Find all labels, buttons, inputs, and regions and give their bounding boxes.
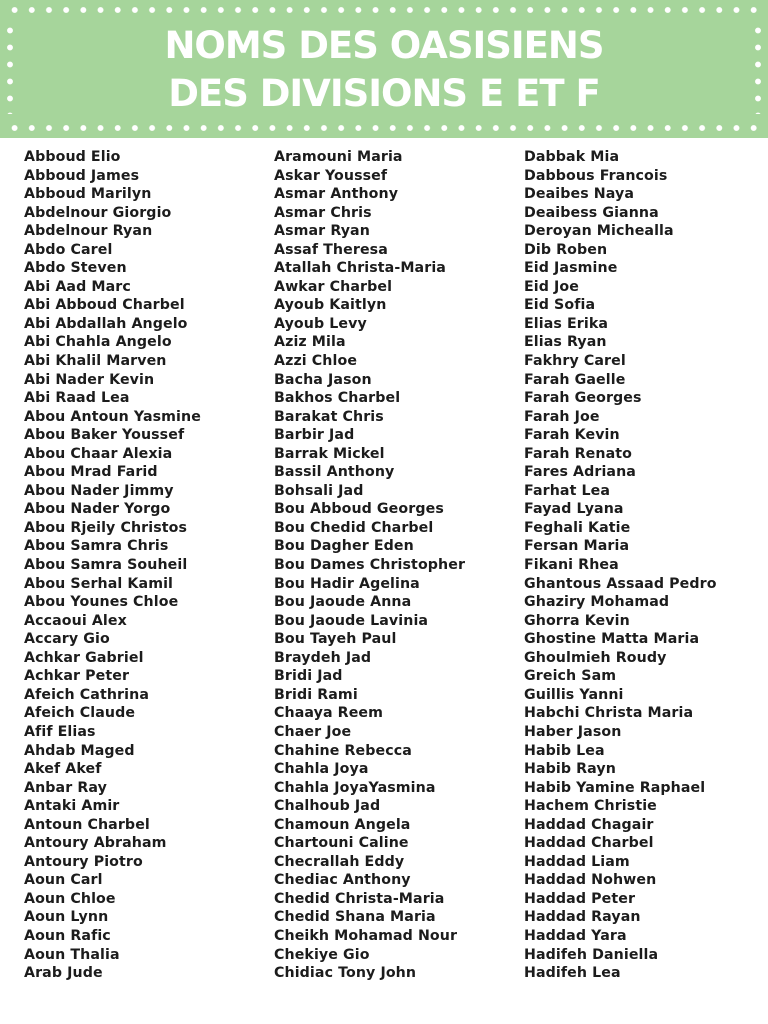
name-item: Afif Elias: [24, 723, 96, 740]
name-item: Asmar Chris: [274, 204, 372, 221]
name-item: Arab Jude: [24, 965, 103, 982]
name-item: Abi Aad Marc: [24, 278, 131, 295]
names-column-2: [274, 148, 465, 983]
name-item: Barakat Chris: [274, 408, 384, 425]
name-item: Abou Younes Chloe: [24, 594, 179, 611]
name-item: Bou Dagher Eden: [274, 538, 414, 555]
name-item: Ghorra Kevin: [524, 612, 630, 629]
name-item: Hachem Christie: [524, 798, 657, 815]
name-item: Antoury Piotro: [24, 853, 143, 870]
name-item: Dib Roben: [524, 241, 608, 258]
name-item: Chahla JoyaYasmina: [274, 779, 436, 796]
name-item: Fares Adriana: [524, 464, 636, 481]
name-item: Deaibes Naya: [524, 186, 635, 203]
name-item: Chahla Joya: [274, 761, 369, 778]
dotted-border-bottom: [6, 125, 762, 131]
name-item: Chedid Christa-Maria: [274, 890, 445, 907]
name-item: Ahdab Maged: [24, 742, 135, 759]
title-line-1: NOMS DES OASISIENS: [164, 24, 604, 67]
name-item: Habchi Christa Maria: [524, 705, 694, 722]
name-item: Abi Abdallah Angelo: [24, 315, 188, 332]
name-item: Akef Akef: [24, 761, 102, 778]
name-item: Abi Raad Lea: [24, 390, 130, 407]
name-item: Bakhos Charbel: [274, 390, 401, 407]
name-item: Eid Joe: [524, 278, 579, 295]
name-item: Awkar Charbel: [274, 278, 393, 295]
name-item: Abboud Marilyn: [24, 186, 152, 203]
name-item: Chahine Rebecca: [274, 742, 412, 759]
name-item: Haddad Charbel: [524, 835, 654, 852]
name-item: Afeich Claude: [24, 705, 136, 722]
name-item: Eid Sofia: [524, 297, 596, 314]
name-item: Abdelnour Giorgio: [24, 204, 172, 221]
name-item: Abou Serhal Kamil: [24, 575, 174, 592]
name-item: Haddad Peter: [524, 890, 636, 907]
name-item: Hadifeh Lea: [524, 965, 621, 982]
name-item: Chaer Joe: [274, 723, 352, 740]
name-item: Chalhoub Jad: [274, 798, 381, 815]
name-item: Aoun Chloe: [24, 890, 116, 907]
name-item: Habib Lea: [524, 742, 605, 759]
name-item: Chartouni Caline: [274, 835, 409, 852]
name-item: Abou Rjeily Christos: [24, 519, 188, 536]
page-title: [0, 22, 768, 118]
name-item: Barrak Mickel: [274, 445, 385, 462]
name-item: Atallah Christa-Maria: [274, 260, 446, 277]
name-item: Chamoun Angela: [274, 816, 411, 833]
name-item: Asmar Ryan: [274, 223, 370, 240]
name-item: Chedid Shana Maria: [274, 909, 436, 926]
name-item: Elias Ryan: [524, 334, 607, 351]
name-item: Abou Mrad Farid: [24, 464, 158, 481]
name-item: Haddad Rayan: [524, 909, 641, 926]
name-item: Bou Hadir Agelina: [274, 575, 420, 592]
name-item: Abdo Steven: [24, 260, 127, 277]
name-item: Abou Samra Chris: [24, 538, 169, 555]
name-item: Abdelnour Ryan: [24, 223, 153, 240]
name-item: Bacha Jason: [274, 371, 372, 388]
name-item: Fakhry Carel: [524, 353, 626, 370]
header-banner: [0, 0, 768, 138]
name-item: Farah Renato: [524, 445, 632, 462]
name-item: Checrallah Eddy: [274, 853, 405, 870]
title-line-2: DES DIVISIONS E ET F: [168, 72, 600, 115]
name-item: Deaibess Gianna: [524, 204, 659, 221]
name-item: Farah Georges: [524, 390, 642, 407]
name-item: Cheikh Mohamad Nour: [274, 927, 458, 944]
name-item: Achkar Gabriel: [24, 649, 144, 666]
name-item: Ghantous Assaad Pedro: [524, 575, 717, 592]
name-item: Ghostine Matta Maria: [524, 631, 700, 648]
name-item: Fayad Lyana: [524, 501, 624, 518]
name-item: Bridi Rami: [274, 686, 358, 703]
name-item: Abou Baker Youssef: [24, 427, 185, 444]
name-item: Chediac Anthony: [274, 872, 411, 889]
name-item: Farah Kevin: [524, 427, 620, 444]
name-item: Barbir Jad: [274, 427, 355, 444]
name-item: Haddad Nohwen: [524, 872, 657, 889]
name-item: Antoun Charbel: [24, 816, 150, 833]
name-item: Chaaya Reem: [274, 705, 384, 722]
name-item: Abou Nader Jimmy: [24, 482, 174, 499]
name-item: Fikani Rhea: [524, 557, 619, 574]
name-item: Farhat Lea: [524, 482, 611, 499]
name-item: Braydeh Jad: [274, 649, 372, 666]
name-item: Askar Youssef: [274, 167, 388, 184]
name-item: Ghoulmieh Roudy: [524, 649, 667, 666]
name-item: Greich Sam: [524, 668, 617, 685]
name-item: Bou Chedid Charbel: [274, 519, 434, 536]
name-item: Antaki Amir: [24, 798, 120, 815]
name-item: Azzi Chloe: [274, 353, 358, 370]
name-item: Abou Antoun Yasmine: [24, 408, 201, 425]
name-item: Fersan Maria: [524, 538, 630, 555]
name-item: Abboud James: [24, 167, 140, 184]
name-item: Eid Jasmine: [524, 260, 618, 277]
name-item: Bohsali Jad: [274, 482, 364, 499]
name-item: Abi Chahla Angelo: [24, 334, 172, 351]
name-item: Hadifeh Daniella: [524, 946, 659, 963]
name-item: Asmar Anthony: [274, 186, 399, 203]
name-item: Guillis Yanni: [524, 686, 624, 703]
name-item: Bou Jaoude Lavinia: [274, 612, 429, 629]
name-item: Anbar Ray: [24, 779, 107, 796]
name-item: Accary Gio: [24, 631, 110, 648]
name-item: Aoun Lynn: [24, 909, 109, 926]
name-item: Ghaziry Mohamad: [524, 594, 670, 611]
name-item: Bridi Jad: [274, 668, 343, 685]
name-item: Aziz Mila: [274, 334, 346, 351]
name-item: Aramouni Maria: [274, 149, 403, 165]
name-item: Abou Samra Souheil: [24, 557, 188, 574]
name-item: Habib Yamine Raphael: [524, 779, 706, 796]
names-column-3: [524, 148, 717, 983]
name-item: Bou Tayeh Paul: [274, 631, 397, 648]
name-item: Abi Khalil Marven: [24, 353, 167, 370]
name-item: Deroyan Michealla: [524, 223, 674, 240]
name-item: Accaoui Alex: [24, 612, 127, 629]
name-item: Abi Nader Kevin: [24, 371, 155, 388]
name-item: Feghali Katie: [524, 519, 631, 536]
name-item: Chekiye Gio: [274, 946, 370, 963]
name-item: Aoun Rafic: [24, 927, 111, 944]
name-item: Aoun Thalia: [24, 946, 120, 963]
name-item: Bou Dames Christopher: [274, 557, 466, 574]
name-item: Abdo Carel: [24, 241, 113, 258]
name-item: Antoury Abraham: [24, 835, 167, 852]
name-item: Assaf Theresa: [274, 241, 388, 258]
name-item: Dabbous Francois: [524, 167, 668, 184]
name-item: Haber Jason: [524, 723, 622, 740]
name-item: Abou Nader Yorgo: [24, 501, 171, 518]
name-item: Dabbak Mia: [524, 149, 620, 165]
name-item: Haddad Liam: [524, 853, 630, 870]
name-item: Abou Chaar Alexia: [24, 445, 173, 462]
name-item: Habib Rayn: [524, 761, 616, 778]
name-item: Aoun Carl: [24, 872, 103, 889]
name-item: Bassil Anthony: [274, 464, 395, 481]
name-item: Ayoub Levy: [274, 315, 367, 332]
name-item: Farah Joe: [524, 408, 600, 425]
name-item: Bou Jaoude Anna: [274, 594, 412, 611]
name-item: Haddad Yara: [524, 927, 627, 944]
name-item: Farah Gaelle: [524, 371, 626, 388]
name-item: Elias Erika: [524, 315, 609, 332]
name-item: Abi Abboud Charbel: [24, 297, 185, 314]
name-item: Ayoub Kaitlyn: [274, 297, 387, 314]
name-item: Chidiac Tony John: [274, 965, 417, 982]
name-item: Afeich Cathrina: [24, 686, 149, 703]
name-item: Bou Abboud Georges: [274, 501, 444, 518]
name-item: Haddad Chagair: [524, 816, 654, 833]
names-column-1: [24, 148, 201, 983]
dotted-border-top: [6, 7, 762, 13]
name-item: Abboud Elio: [24, 149, 121, 165]
name-item: Achkar Peter: [24, 668, 130, 685]
